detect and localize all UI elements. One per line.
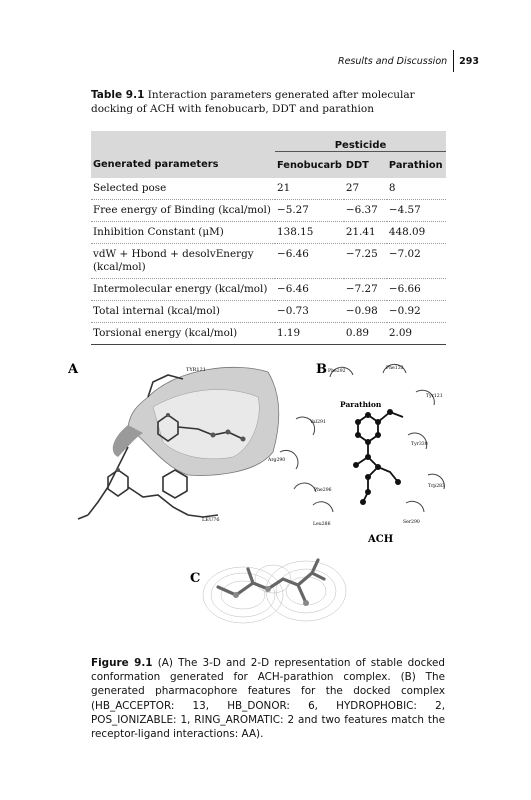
svg-text:Phe292: Phe292 (328, 369, 346, 374)
table-label: Table 9.1 (91, 89, 145, 101)
column-header: DDT (344, 152, 387, 179)
table-row: vdW + Hbond + desolvEnergy (kcal/mol) −6.46 −7.25 −7.02 (91, 244, 446, 279)
svg-text:Phe133: Phe133 (386, 366, 404, 371)
docking-figure (68, 357, 466, 637)
section-title: Results and Discussion (337, 55, 448, 67)
residue-label: TYR121 (186, 367, 206, 373)
interaction-table (91, 131, 446, 345)
panel-a-label: A (68, 362, 79, 377)
svg-text:Val291: Val291 (310, 420, 326, 425)
table-caption-text: Interaction parameters generated after molecular docking of ACH with fenobucarb, DDT and parathion (91, 89, 415, 115)
svg-text:Ser290: Ser290 (403, 520, 420, 525)
table-row: Torsional energy (kcal/mol) 1.19 0.89 2.09 (91, 323, 446, 345)
column-header: Fenobucarb (275, 152, 344, 179)
group-header: Pesticide (275, 131, 446, 152)
figure-caption (91, 656, 445, 741)
svg-text:Phe296: Phe296 (314, 488, 332, 493)
svg-text:Tyr330: Tyr330 (411, 442, 428, 447)
svg-text:Trp283: Trp283 (428, 484, 445, 489)
header-divider (453, 50, 454, 72)
figure-caption-text: (A) The 3-D and 2-D representation of stable docked conformation generated for ACH-parathion complex. (B) The generated pharmacophore features for the docked complex (HB_ACCEPTOR: 13, HB_DONOR: 6, HYDROPHOBIC: 2, POS_IONIZABLE: 1, RING_AROMATIC: 2 and two features match the receptor-ligand interactions: AA). (91, 657, 445, 741)
residue-label: LEU76 (202, 517, 220, 523)
column-header: Parathion (387, 152, 446, 179)
running-header (338, 50, 479, 72)
column-header: Generated parameters (91, 152, 275, 179)
table-row: Total internal (kcal/mol) −0.73 −0.98 −0.92 (91, 301, 446, 323)
svg-text:Tyr121: Tyr121 (426, 394, 443, 399)
receptor-label: ACH (368, 534, 394, 545)
table-row: Intermolecular energy (kcal/mol) −6.46 −7.27 −6.66 (91, 279, 446, 301)
table-row: Free energy of Binding (kcal/mol) −5.27 −6.37 −4.57 (91, 200, 446, 222)
table-caption (91, 88, 445, 116)
table-row: Inhibition Constant (μM) 138.15 21.41 448.09 (91, 222, 446, 244)
panel-b-2d-diagram (267, 362, 445, 545)
page-number: 293 (459, 55, 479, 67)
svg-text:Arg290: Arg290 (268, 458, 286, 463)
ligand-label: Parathion (340, 400, 382, 409)
panel-b-label: B (316, 362, 327, 377)
svg-text:Leu286: Leu286 (313, 522, 331, 527)
panel-c-pharmacophore (190, 560, 346, 623)
table-row: Selected pose 21 27 8 (91, 178, 446, 200)
figure-label: Figure 9.1 (91, 657, 153, 669)
panel-c-label: C (190, 571, 201, 586)
panel-a-3d-view (68, 362, 279, 523)
